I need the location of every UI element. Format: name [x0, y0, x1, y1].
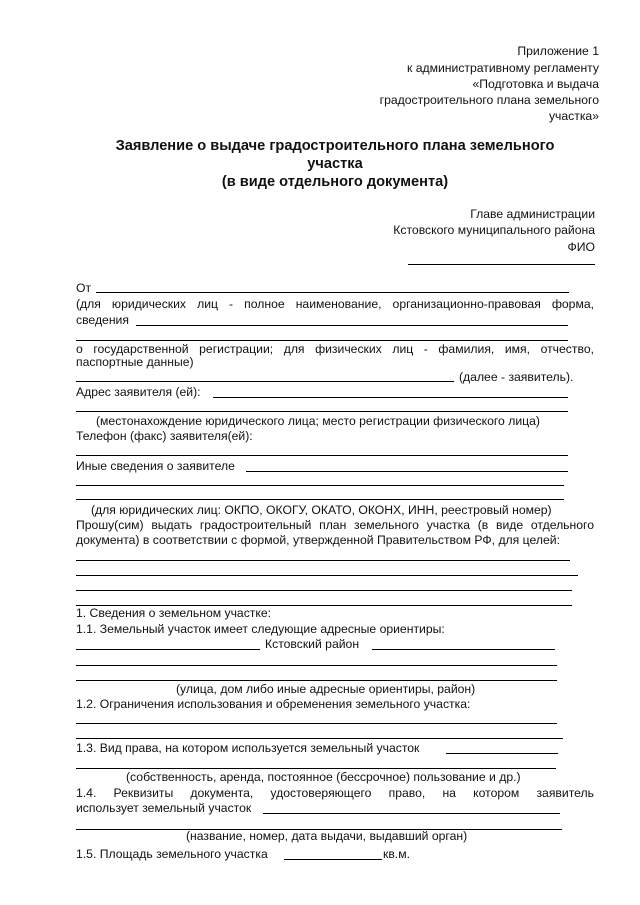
rights-hint: (собственность, аренда, постоянное (бессрочное) пользование и др.) [126, 770, 521, 784]
purpose-field-2[interactable] [76, 575, 578, 576]
purpose-field-1[interactable] [76, 560, 570, 561]
address-orient-field-4[interactable] [76, 680, 557, 681]
addressee-line-2: Кстовского муниципального района [393, 223, 595, 237]
area-unit: кв.м. [383, 847, 410, 861]
item-1-2: 1.2. Ограничения использования и обременения земельного участка: [76, 697, 471, 711]
phone-field[interactable] [76, 455, 568, 456]
item-1-3: 1.3. Вид права, на котором используется земельный участок [76, 741, 420, 755]
title-line-2: участка [307, 156, 363, 172]
area-field[interactable] [284, 859, 382, 860]
addressee-line-3: ФИО [567, 240, 595, 254]
other-info-field-2[interactable] [76, 485, 564, 486]
legal-hint-1: (для юридических лиц - полное наименование, организационно-правовая форма, [76, 297, 594, 311]
restrictions-field-2[interactable] [76, 738, 563, 739]
title-line-3: (в виде отдельного документа) [221, 174, 449, 190]
address-label: Адрес заявителя (ей): [76, 385, 201, 399]
address-orient-field-1[interactable] [76, 649, 260, 650]
appendix-line-2: к административному регламенту [407, 61, 599, 75]
right-type-field-1[interactable] [446, 753, 558, 754]
addressee-fio-field[interactable] [408, 264, 595, 265]
address-field-1[interactable] [213, 397, 568, 398]
district-label: Кстовский район [265, 637, 360, 651]
request-line-2: документа) в соответствии с формой, утвержденной Правительством РФ, для целей: [76, 533, 560, 547]
item-1-4-a: 1.4. Реквизиты документа, удостоверяющего право, на котором заявитель [76, 786, 594, 800]
applicant-field[interactable] [76, 381, 454, 382]
item-1-4-b: использует земельный участок [76, 801, 252, 815]
item-1-1: 1.1. Земельный участок имеет следующие адресные ориентиры: [76, 622, 445, 636]
from-field[interactable] [96, 292, 569, 293]
other-info-field-1[interactable] [246, 471, 568, 472]
address-orient-field-3[interactable] [76, 665, 557, 666]
phone-label: Телефон (факс) заявителя(ей): [76, 429, 253, 443]
document-hint: (название, номер, дата выдачи, выдавший орган) [186, 829, 468, 843]
restrictions-field-1[interactable] [76, 723, 557, 724]
request-line-1: Прошу(сим) выдать градостроительный план земельного участка (в виде отдельного [76, 518, 594, 532]
other-info-label: Иные сведения о заявителе [76, 459, 235, 473]
codes-hint: (для юридических лиц: ОКПО, ОКОГУ, ОКАТО, ОКОНХ, ИНН, реестровый номер) [91, 503, 552, 517]
from-label: От [76, 281, 92, 295]
street-hint: (улица, дом либо иные адресные ориентиры, район) [176, 682, 476, 696]
right-type-field-2[interactable] [76, 768, 556, 769]
details-field-2[interactable] [76, 340, 568, 341]
registration-hint-1: о государственной регистрации; для физических лиц - фамилия, имя, отчество, [76, 342, 594, 356]
title-line-1: Заявление о выдаче градостроительного плана земельного [115, 138, 555, 154]
section1-heading: 1. Сведения о земельном участке: [76, 606, 272, 620]
details-field-1[interactable] [136, 325, 568, 326]
appendix-line-5: участка» [548, 109, 599, 123]
applicant-suffix: (далее - заявитель). [459, 370, 574, 384]
location-hint: (местонахождение юридического лица; место регистрации физического лица) [96, 414, 540, 428]
addressee-line-1: Главе администрации [470, 207, 595, 221]
address-orient-field-2[interactable] [372, 649, 555, 650]
appendix-line-4: градостроительного плана земельного [379, 93, 599, 107]
item-1-5: 1.5. Площадь земельного участка [76, 847, 268, 861]
other-info-field-3[interactable] [76, 499, 564, 500]
registration-hint-2: паспортные данные) [76, 355, 194, 369]
appendix-line-3: «Подготовка и выдача [472, 77, 599, 91]
appendix-line-1: Приложение 1 [517, 44, 599, 58]
document-field-1[interactable] [263, 813, 560, 814]
purpose-field-3[interactable] [76, 590, 572, 591]
legal-hint-2: сведения [76, 313, 129, 327]
address-field-2[interactable] [76, 411, 568, 412]
